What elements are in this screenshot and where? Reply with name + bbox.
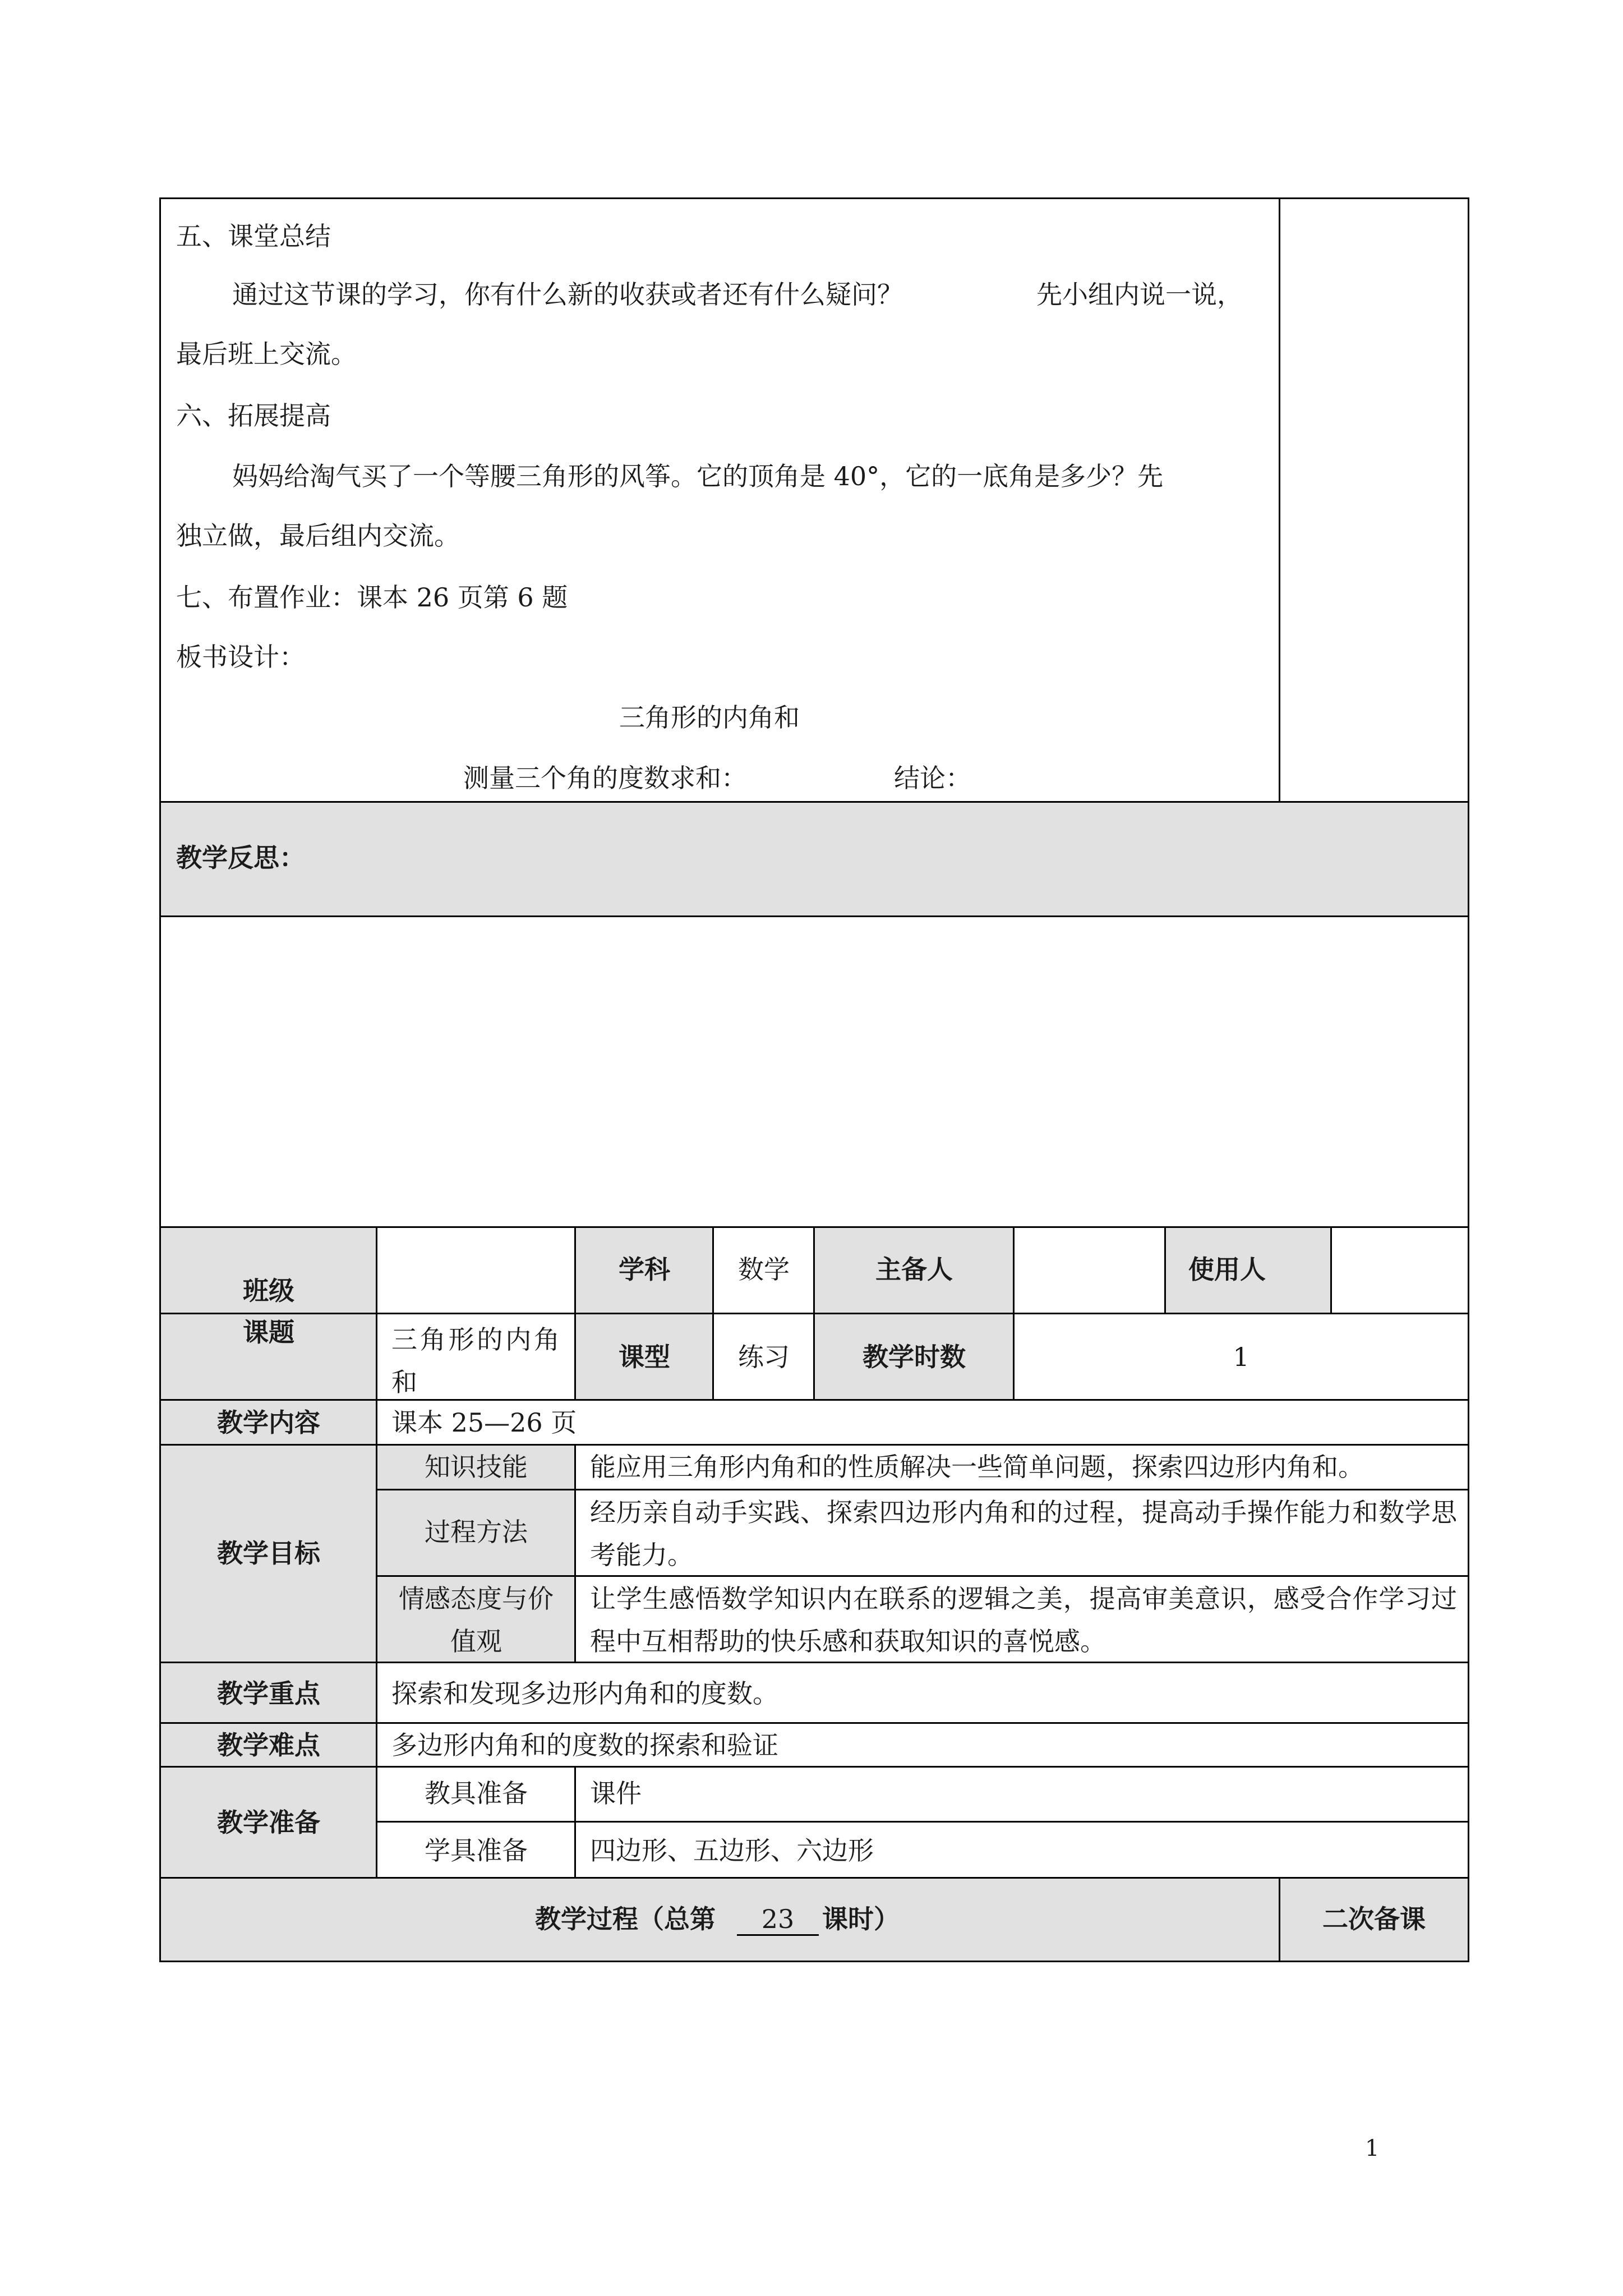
- difficult-text: 多边形内角和的度数的探索和验证: [391, 1730, 778, 1760]
- process-suffix: 课时）: [822, 1904, 900, 1934]
- goal-row-line-1: [376, 1489, 1469, 1490]
- goal-process-text: 经历亲自动手实践、探索四边形内角和的过程，提高动手操作能力和数学思考能力。: [590, 1497, 1457, 1570]
- board-design-label: 板书设计：: [176, 642, 305, 672]
- second-prep-label: 二次备课: [1322, 1904, 1426, 1934]
- goal-process-label: 过程方法: [425, 1517, 528, 1547]
- key-label: 教学重点: [217, 1678, 320, 1709]
- type-label: 课型: [619, 1342, 670, 1372]
- hours-label: 教学时数: [863, 1342, 966, 1372]
- row-line-7: [159, 1877, 1469, 1879]
- type-value: 练习: [738, 1342, 790, 1372]
- goal-knowledge-text: 能应用三角形内角和的性质解决一些简单问题，探索四边形内角和。: [590, 1452, 1364, 1482]
- col-line-g: [1330, 1226, 1332, 1314]
- content-value: 课本 25—26 页: [391, 1407, 577, 1438]
- goal-attitude-label: 情感态度与价值观: [399, 1584, 554, 1657]
- student-tools-value: 四边形、五边形、六边形: [590, 1835, 874, 1866]
- goal-attitude-text: 让学生感悟数学知识内在联系的逻辑之美，提高审美意识，感受合作学习过程中互相帮助的快乐感和获取知识的喜悦感。: [590, 1584, 1457, 1657]
- extension-text-a: 妈妈给淘气买了一个等腰三角形的风筝。它的顶角是 40°，它的一底角是多少？先: [232, 461, 1164, 491]
- board-conclusion: 结论：: [894, 763, 971, 793]
- page-number: 1: [1365, 2136, 1380, 2161]
- topic-value: 三角形的内角和: [391, 1324, 560, 1397]
- tools-value: 课件: [590, 1778, 642, 1809]
- extension-heading: 六、拓展提高: [176, 401, 331, 431]
- col-line-c: [712, 1226, 714, 1400]
- board-measure: 测量三个角的度数求和：: [463, 763, 747, 793]
- col-line-e: [1013, 1226, 1015, 1400]
- summary-text-c: 最后班上交流。: [176, 339, 357, 369]
- class-label: 班级: [243, 1276, 294, 1306]
- difficult-label: 教学难点: [217, 1730, 320, 1760]
- student-tools-label: 学具准备: [425, 1835, 528, 1866]
- user-label: 使用人: [1188, 1254, 1266, 1285]
- summary-heading: 五、课堂总结: [176, 221, 331, 251]
- homework-heading: 七、布置作业：课本 26 页第 6 题: [176, 582, 568, 613]
- col-line-b: [574, 1226, 576, 1400]
- goal-knowledge-label: 知识技能: [425, 1452, 528, 1482]
- reflection-bottom: [159, 915, 1469, 917]
- extension-text-b: 独立做，最后组内交流。: [176, 521, 460, 551]
- process-prefix: 教学过程（总第: [535, 1904, 716, 1934]
- summary-text-b: 先小组内说一说，: [1036, 279, 1243, 310]
- goals-label: 教学目标: [217, 1538, 320, 1568]
- preparer-label: 主备人: [875, 1254, 953, 1285]
- subject-label: 学科: [619, 1254, 670, 1285]
- subject-value: 数学: [738, 1254, 790, 1285]
- topic-label: 课题: [243, 1317, 294, 1347]
- reflection-top: [159, 801, 1469, 803]
- summary-text-a: 通过这节课的学习，你有什么新的收获或者还有什么疑问？: [232, 279, 903, 310]
- content-label: 教学内容: [217, 1407, 320, 1438]
- upper-table-top: [159, 197, 1469, 199]
- reflection-label: 教学反思：: [176, 843, 305, 873]
- row-line-3: [159, 1444, 1469, 1446]
- row-line-5: [159, 1722, 1469, 1724]
- process-number: 23: [737, 1906, 819, 1936]
- prep-label: 教学准备: [217, 1807, 320, 1838]
- plan-table-bottom: [159, 1961, 1469, 1962]
- tools-label: 教具准备: [425, 1778, 528, 1809]
- reflection-header-bg: [160, 802, 1468, 917]
- hours-value: 1: [1233, 1342, 1249, 1372]
- row-line-6: [159, 1766, 1469, 1768]
- prep-row-line: [376, 1821, 1469, 1823]
- board-title: 三角形的内角和: [619, 702, 800, 733]
- col-line-d: [813, 1226, 815, 1400]
- upper-divider: [1279, 197, 1280, 802]
- upper-table-right: [1468, 197, 1469, 1962]
- key-text: 探索和发现多边形内角和的度数。: [391, 1678, 778, 1709]
